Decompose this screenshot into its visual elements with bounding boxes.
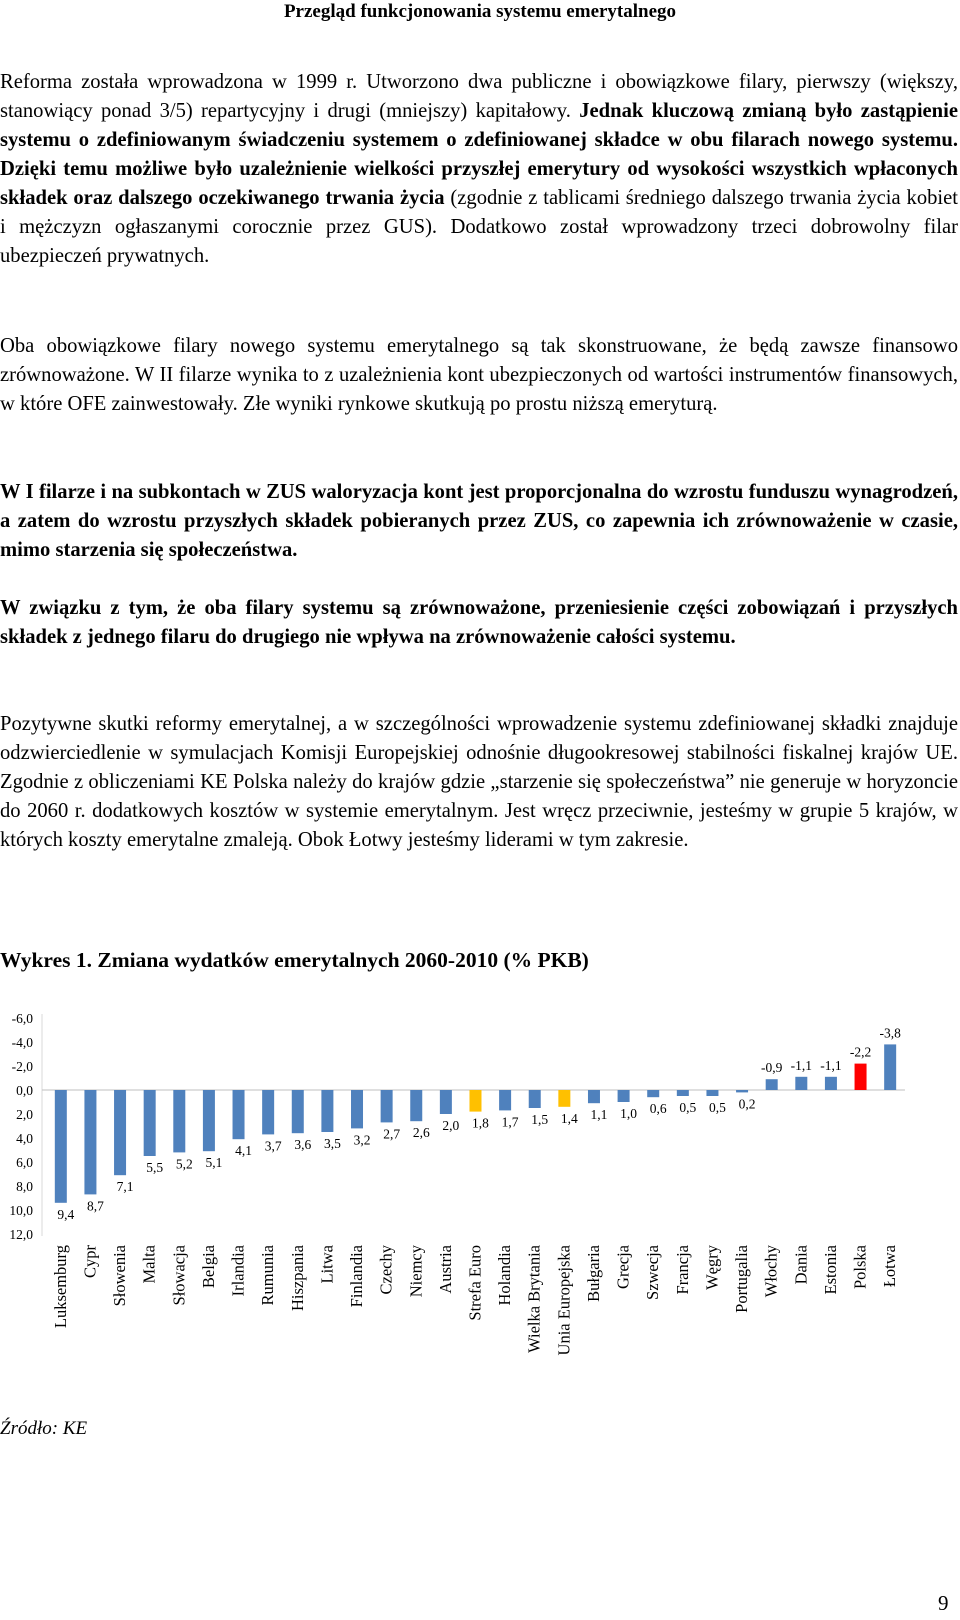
bar-23 (706, 1090, 718, 1096)
data-label: 2,0 (442, 1118, 460, 1133)
data-label: -2,2 (849, 1044, 872, 1060)
category-label: Finlandia (347, 1245, 367, 1308)
category-label: Grecja (613, 1245, 633, 1289)
bar-15 (469, 1090, 481, 1112)
bar-6 (203, 1090, 215, 1151)
page-header: Przegląd funkcjonowania systemu emerytalnego (283, 1, 677, 22)
category-label: Słowacja (169, 1245, 189, 1306)
y-tick-label: 0,0 (16, 1083, 33, 1098)
category-label: Cypr (80, 1245, 100, 1278)
data-label: 1,1 (590, 1107, 608, 1123)
data-label: -1,1 (790, 1057, 812, 1073)
category-label: Czechy (376, 1245, 396, 1295)
data-label: 5,1 (205, 1155, 223, 1171)
bar-18 (558, 1090, 570, 1107)
paragraph-pillars-balance: W związku z tym, że oba filary systemu są zrównoważone, przeniesienie części zobowiązań i przyszłych składek z jednego filaru do drugiego nie wpływa na zrównoważenie całości systemu. (0, 597, 958, 648)
bar-22 (677, 1090, 689, 1096)
paragraph-reform-intro (0, 68, 958, 271)
bar-20 (618, 1090, 630, 1102)
data-label: 3,2 (353, 1132, 371, 1148)
bar-25 (766, 1079, 778, 1090)
data-label: 1,5 (531, 1112, 549, 1127)
bar-14 (440, 1090, 452, 1114)
bar-21 (647, 1090, 659, 1097)
bar-27 (825, 1077, 837, 1090)
category-label: Unia Europejska (554, 1245, 574, 1356)
data-label: 5,2 (175, 1156, 193, 1172)
paragraph-reform-intro-part1: Reforma została wprowadzona w 1999 r. Utworzono dwa publiczne i obowiązkowe filary, pierwszy (większy, stanowiący ponad 3/5) repartycyjny i drugi (mniejszy) kapitałowy. (0, 71, 958, 122)
y-tick-label: 4,0 (16, 1131, 33, 1146)
category-label: Estonia (820, 1245, 840, 1295)
bar-28 (855, 1064, 867, 1090)
category-label: Hiszpania (287, 1245, 307, 1311)
y-tick-label: 12,0 (9, 1227, 33, 1242)
data-label: 4,1 (235, 1143, 252, 1159)
data-label: 2,6 (412, 1125, 430, 1141)
category-label: Malta (139, 1245, 159, 1284)
bar-24 (736, 1090, 748, 1092)
source-note: Źródło: KE (0, 1418, 88, 1439)
bar-26 (795, 1077, 807, 1090)
pension-expenditure-bar-chart (0, 1000, 960, 1400)
y-tick-label: 6,0 (16, 1155, 33, 1170)
y-tick-label: -4,0 (11, 1035, 33, 1050)
bar-5 (173, 1090, 185, 1152)
paragraph-mandatory-pillars: Oba obowiązkowe filary nowego systemu emerytalnego są tak skonstruowane, że będą zawsze finansowo zrównoważone. W II filarze wynika to z uzależnienia kont ubezpieczonych od wartości instrumentów finansowych, w które OFE zainwestowały. Złe wyniki rynkowe skutkują po prostu niższą emeryturą. (0, 335, 958, 415)
paragraph-first-pillar-valorization: W I filarze i na subkontach w ZUS waloryzacja kont jest proporcjonalna do wzrostu funduszu wynagrodzeń, a zatem do wzrostu przyszłych składek pobieranych przez ZUS, co zapewnia ich zrównoważenie w czasie, mimo starzenia się społeczeństwa. (0, 481, 958, 561)
bar-11 (351, 1090, 363, 1128)
bar-4 (144, 1090, 156, 1156)
category-label: Strefa Euro (465, 1245, 485, 1321)
category-label: Włochy (761, 1245, 781, 1298)
category-label: Belgia (198, 1245, 218, 1289)
category-label: Francja (672, 1245, 692, 1295)
data-label: -3,8 (879, 1025, 901, 1041)
category-label: Polska (850, 1245, 870, 1290)
category-label: Portugalia (732, 1245, 752, 1313)
data-label: 7,1 (116, 1179, 134, 1195)
category-label: Łotwa (880, 1245, 900, 1288)
data-label: 1,8 (472, 1115, 489, 1131)
paragraph-positive-effects: Pozytywne skutki reformy emerytalnej, a w szczególności wprowadzenie systemu zdefiniowanej składki znajduje odzwierciedlenie w symulacjach Komisji Europejskiej odnośnie długookresowej stabilności fiskalnej krajów UE. Zgodnie z obliczeniami KE Polska należy do krajów gdzie „starzenie się społeczeństwa” nie generuje w horyzoncie do 2060 r. dodatkowych kosztów w systemie emerytalnym. Jest wręcz przeciwnie, jesteśmy w grupie 5 krajów, w których koszty emerytalne zmaleją. Obok Łotwy jesteśmy liderami w tym zakresie. (0, 713, 958, 851)
data-label: 0,2 (738, 1096, 756, 1112)
chart-title: Wykres 1. Zmiana wydatków emerytalnych 2060-2010 (% PKB) (0, 948, 589, 972)
y-tick-label: 8,0 (16, 1179, 33, 1194)
bar-1 (55, 1090, 67, 1203)
category-label: Austria (435, 1245, 455, 1294)
data-label: -0,9 (761, 1060, 783, 1076)
paragraph-reform-intro-part2: (zgodnie z tablicami średniego dalszego trwania życia kobiet i mężczyzn ogłaszanymi corocznie przez GUS). Dodatkowo został wprowadzony trzeci dobrowolny filar ubezpieczeń prywatnych. (0, 187, 958, 267)
data-label: 8,7 (86, 1198, 104, 1214)
category-label: Luksemburg (50, 1245, 70, 1329)
category-label: Słowenia (110, 1245, 130, 1307)
page-number: 9 (938, 1591, 949, 1615)
data-label: 2,7 (383, 1126, 401, 1142)
data-label: 5,5 (146, 1160, 164, 1175)
data-label: 3,5 (323, 1136, 341, 1151)
category-label: Rumunia (258, 1245, 278, 1306)
y-tick-label: -2,0 (11, 1059, 33, 1074)
category-label: Holandia (495, 1245, 515, 1306)
bar-8 (262, 1090, 274, 1134)
bar-2 (84, 1090, 96, 1194)
bar-13 (410, 1090, 422, 1121)
bar-29 (884, 1044, 896, 1090)
data-label: 3,7 (264, 1138, 282, 1154)
y-tick-label: -6,0 (11, 1011, 33, 1026)
paragraph-reform-intro-bold: Jednak kluczową zmianą było zastąpienie systemu o zdefiniowanym świadczeniu systemem o zdefiniowanej składce w obu filarach nowego systemu. Dzięki temu możliwe było uzależnienie wielkości przyszłej emerytury od wysokości wszystkich wpłaconych składek oraz dalszego oczekiwanego trwania życia (0, 100, 958, 209)
category-label: Litwa (317, 1245, 337, 1284)
category-label: Węgry (702, 1245, 722, 1290)
data-label: 9,4 (57, 1206, 75, 1222)
y-tick-label: 10,0 (9, 1203, 33, 1218)
data-label: 0,5 (709, 1100, 726, 1115)
bar-9 (292, 1090, 304, 1133)
y-tick-label: 2,0 (16, 1107, 33, 1122)
category-label: Dania (791, 1245, 811, 1285)
category-label: Irlandia (228, 1245, 248, 1297)
category-label: Wielka Brytania (524, 1245, 544, 1353)
data-label: 1,4 (560, 1110, 578, 1126)
data-label: 0,6 (649, 1101, 667, 1117)
category-label: Bułgaria (583, 1245, 603, 1302)
bar-7 (233, 1090, 245, 1139)
bar-17 (529, 1090, 541, 1108)
data-label: 0,5 (679, 1100, 697, 1115)
data-label: 3,6 (294, 1137, 312, 1153)
bar-10 (321, 1090, 333, 1132)
bar-16 (499, 1090, 511, 1110)
data-label: 1,0 (620, 1106, 638, 1121)
data-label: 1,7 (501, 1114, 519, 1130)
category-label: Niemcy (406, 1245, 426, 1298)
data-label: -1,1 (820, 1057, 842, 1073)
bar-12 (381, 1090, 393, 1122)
bar-3 (114, 1090, 126, 1175)
bar-19 (588, 1090, 600, 1103)
category-label: Szwecja (643, 1245, 663, 1300)
